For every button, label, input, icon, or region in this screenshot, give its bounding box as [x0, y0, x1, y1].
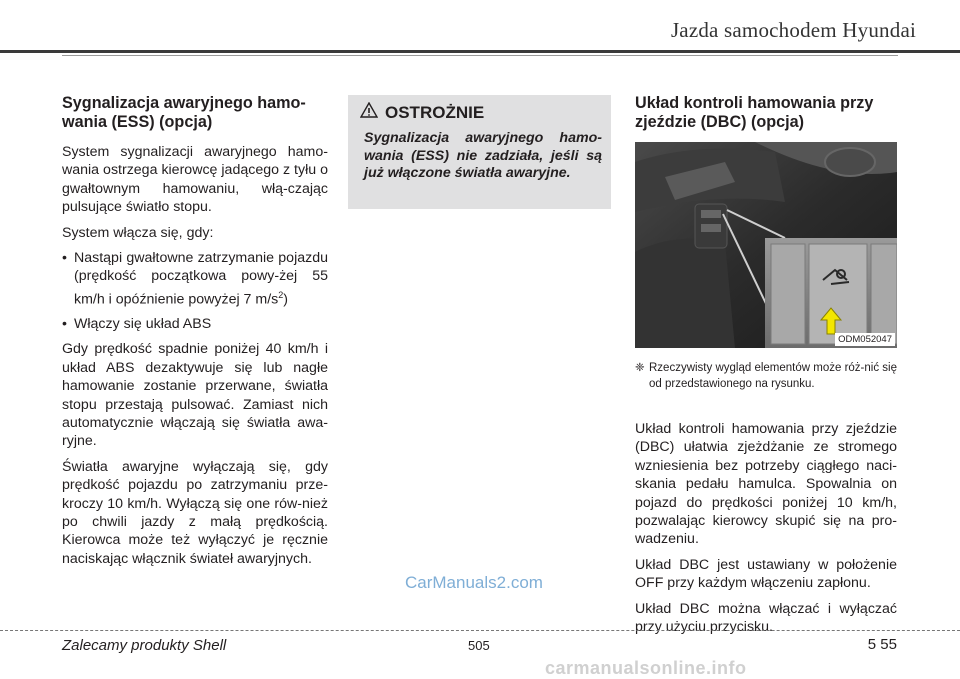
dbc-paragraph-1: Układ kontroli hamowania przy zjeździe (DBC) ułatwia zjeżdżanie ze stromego wzniesienia bez potrzeby ciągłego naci-skania pedału hamulca. Spowalnia on pojazd do prędkości poniżej 10 km/h, pozwalając kierowcy skupić się na pro-wadzeniu. — [635, 421, 897, 548]
dbc-heading-line2: zjeździe (DBC) (opcja) — [635, 112, 805, 131]
dbc-button-photo — [635, 142, 897, 348]
page-header-title: Jazda samochodem Hyundai — [670, 18, 916, 42]
warning-body: Sygnalizacja awaryjnego hamo-wania (ESS) nie zadziała, jeśli są już włączone światła awaryjne. — [364, 130, 602, 182]
ess-section — [62, 94, 328, 575]
dbc-heading-line1: Układ kontroli hamowania przy — [635, 94, 874, 112]
ess-bullet-list — [62, 249, 328, 333]
ess-paragraph-2: System włącza się, gdy: — [62, 224, 214, 241]
bullet-icon: • — [62, 315, 67, 332]
ess-heading — [62, 94, 328, 131]
footer-rule — [0, 630, 960, 631]
dbc-heading — [635, 94, 897, 131]
ess-paragraph-3: Gdy prędkość spadnie poniżej 40 km/h i układ ABS dezaktywuje się lub nagłe hamowanie zostanie przerwane, światła stopu przestają pulsować. Zamiast nich automatycznie włączają się światła awa-ryjne. — [62, 341, 328, 450]
dbc-paragraph-2: Układ DBC jest ustawiany w położenie OFF przy każdym włączeniu zapłonu. — [635, 556, 897, 592]
image-code-label: ODM052047 — [835, 333, 895, 346]
dashboard-illustration — [635, 142, 897, 348]
watermark-link[interactable]: CarManuals2.com — [405, 573, 543, 592]
footer-page-number: 505 — [468, 638, 490, 653]
image-note — [635, 360, 897, 392]
ess-bullet-2: Włączy się układ ABS — [74, 315, 212, 332]
warning-header — [360, 102, 484, 123]
ess-paragraph-1: System sygnalizacji awaryjnego hamo-wania ostrzega kierowcę jadącego z tyłu o gwałtownym hamowaniu, włą-czając pulsujące światło stopu. — [62, 144, 328, 216]
note-star-icon: ❈ — [635, 362, 645, 374]
header-rule-thin — [62, 55, 898, 56]
warning-title: OSTROŻNIE — [385, 102, 485, 122]
dbc-body — [635, 420, 897, 643]
footer-band — [0, 661, 960, 678]
footer-site-watermark: carmanualsonline.info — [545, 658, 747, 678]
dbc-section — [635, 94, 897, 143]
header-rule — [0, 50, 960, 53]
ess-bullet-1-sup: 2 — [278, 289, 284, 300]
list-item — [62, 249, 328, 309]
ess-heading-line1: Sygnalizacja awaryjnego hamo- — [62, 94, 306, 112]
ess-bullet-1-end: ) — [283, 291, 288, 308]
bullet-icon: • — [62, 250, 67, 267]
list-item — [62, 315, 328, 333]
ess-bullet-1: Nastąpi gwałtowne zatrzymanie pojazdu (prędkość początkowa powy-żej 55 km/h i opóźnienie powyżej 7 m/s — [74, 250, 328, 308]
footer-left-text: Zalecamy produkty Shell — [62, 637, 227, 654]
dbc-paragraph-3: Układ DBC można włączać i wyłączać przy użyciu przycisku. — [635, 600, 897, 636]
image-note-text: Rzeczywisty wygląd elementów może róż-nić się od przedstawionego na rysunku. — [649, 362, 897, 390]
ess-heading-line2: wania (ESS) (opcja) — [62, 112, 213, 131]
warning-box — [348, 95, 611, 209]
warning-triangle-icon — [360, 102, 378, 123]
ess-paragraph-4: Światła awaryjne wyłączają się, gdy prędkość pojazdu po zatrzymaniu prze-kroczy 10 km/h. Wyłączą się one rów-nież po chwili jazdy z małą prędkością. Kierowca może też wyłączyć je ręcznie naciskając włącznik świateł awaryjnych. — [62, 458, 328, 567]
footer-section-page: 5 55 — [867, 636, 897, 653]
